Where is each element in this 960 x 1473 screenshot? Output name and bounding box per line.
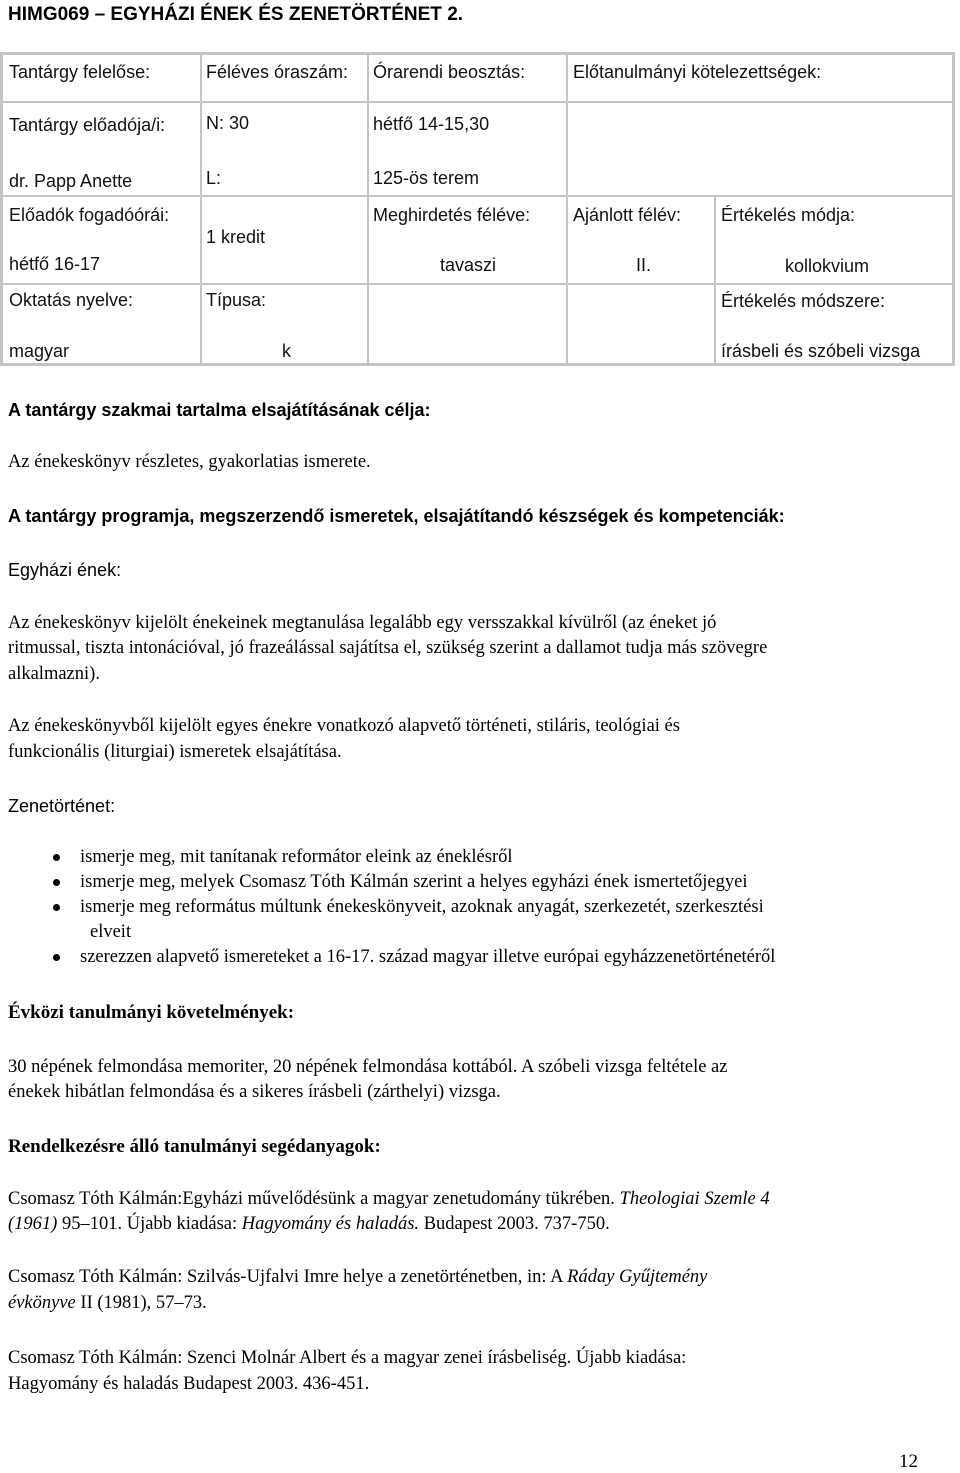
orarendi-label: Órarendi beosztás: bbox=[373, 62, 526, 82]
felelos-label: Tantárgy felelőse: bbox=[9, 62, 151, 82]
cel-text: Az énekeskönyv részletes, gyakorlatias ismerete. bbox=[8, 452, 371, 472]
egyhazi-label: Egyházi ének: bbox=[8, 560, 122, 580]
ertekeles-modja-label: Értékelés módja: bbox=[721, 205, 856, 225]
eloado-name: dr. Papp Anette bbox=[9, 171, 133, 191]
reference-2-line2: évkönyve II (1981), 57–73. bbox=[8, 1293, 207, 1313]
zenetortenet-list bbox=[38, 845, 775, 970]
cel-heading: A tantárgy szakmai tartalma elsajátításának célja: bbox=[8, 400, 431, 420]
modszer-value: írásbeli és szóbeli vizsga bbox=[721, 341, 921, 361]
program-p1-line2: ritmussal, tiszta intonációval, jó frazeálással sajátítsa el, szükség szerint a dallamot tudja más szövegre bbox=[8, 638, 768, 658]
kredit-value: 1 kredit bbox=[206, 227, 266, 247]
ajanlott-value: II. bbox=[636, 255, 652, 275]
eloadoja-label: Tantárgy előadója/i: bbox=[9, 115, 166, 135]
meghirdetes-value: tavaszi bbox=[440, 255, 497, 275]
reference-1-line1: Csomasz Tóth Kálmán:Egyházi művelődésünk a magyar zenetudomány tükrében. Theologiai Szemle 4 bbox=[8, 1189, 770, 1209]
fogadoora-value: hétfő 16-17 bbox=[9, 254, 101, 274]
bullet-icon bbox=[53, 954, 60, 961]
reference-2-line1: Csomasz Tóth Kálmán: Szilvás-Ujfalvi Imre helye a zenetörténetben, in: A Ráday Gyűjtemény bbox=[8, 1267, 708, 1287]
reference-3-line2: Hagyomány és haladás Budapest 2003. 436-451. bbox=[8, 1374, 370, 1394]
program-p1-line3: alkalmazni). bbox=[8, 664, 100, 684]
tipus-value: k bbox=[282, 341, 291, 361]
nyelv-value: magyar bbox=[9, 341, 70, 361]
page-number: 12 bbox=[899, 1451, 918, 1472]
fogadoorai-label: Előadók fogadóórái: bbox=[9, 205, 170, 225]
list-item: ismerje meg, mit tanítanak reformátor eleink az éneklésről bbox=[38, 845, 775, 870]
idopont-value: hétfő 14-15,30 bbox=[373, 114, 490, 134]
modszer-label: Értékelés módszere: bbox=[721, 291, 886, 311]
meghirdetes-label: Meghirdetés féléve: bbox=[373, 205, 531, 225]
cell-blank-a bbox=[368, 284, 567, 364]
evkozi-heading: Évközi tanulmányi követelmények: bbox=[8, 1002, 295, 1023]
ertekeles-modja-value: kollokvium bbox=[785, 256, 870, 276]
program-p2-line2: funkcionális (liturgiai) ismeretek elsajátítása. bbox=[8, 742, 342, 762]
reference-3-line1: Csomasz Tóth Kálmán: Szenci Molnár Albert és a magyar zenei írásbeliség. Újabb kiadása: bbox=[8, 1348, 687, 1368]
list-item: szerezzen alapvető ismereteket a 16-17. század magyar illetve európai egyházzenetörténetéről bbox=[38, 945, 775, 970]
bullet-icon bbox=[53, 854, 60, 861]
n-value: N: 30 bbox=[206, 113, 250, 133]
zene-label: Zenetörténet: bbox=[8, 796, 116, 816]
nyelv-label: Oktatás nyelve: bbox=[9, 290, 134, 310]
ajanlott-label: Ajánlott félév: bbox=[573, 205, 682, 225]
list-item: ismerje meg, melyek Csomasz Tóth Kálmán szerint a helyes egyházi ének ismertetőjegyei bbox=[38, 870, 775, 895]
bullet-icon bbox=[53, 904, 60, 911]
list-item-continuation: elveit bbox=[90, 922, 132, 942]
reference-1-line2: (1961) 95–101. Újabb kiadása: Hagyomány és haladás. Budapest 2003. 737-750. bbox=[8, 1214, 610, 1234]
cell-blank-b bbox=[567, 284, 715, 364]
segedanyag-heading: Rendelkezésre álló tanulmányi segédanyagok: bbox=[8, 1136, 381, 1157]
program-heading: A tantárgy programja, megszerzendő ismeretek, elsajátítandó készségek és kompetenciák: bbox=[8, 506, 785, 526]
course-info-table bbox=[0, 52, 955, 366]
list-item: ismerje meg református múltunk énekeskönyveit, azoknak anyagát, szerkezetét, szerkesztési elveit bbox=[38, 895, 775, 945]
tipus-label: Típusa: bbox=[206, 290, 267, 310]
evkozi-line1: 30 népének felmondása memoriter, 20 népének felmondása kottából. A szóbeli vizsga feltétele az bbox=[8, 1057, 728, 1077]
program-p1-line1: Az énekeskönyv kijelölt énekeinek megtanulása legalább egy versszakkal kívülről (az éneket jó bbox=[8, 613, 717, 633]
cell-blank-right bbox=[567, 102, 953, 196]
document-title: HIMG069 – EGYHÁZI ÉNEK ÉS ZENETÖRTÉNET 2. bbox=[8, 4, 464, 25]
elotanulmanyi-label: Előtanulmányi kötelezettségek: bbox=[573, 62, 822, 82]
oraszam-label: Féléves óraszám: bbox=[206, 62, 349, 82]
l-value: L: bbox=[206, 168, 222, 188]
evkozi-line2: énekek hibátlan felmondása és a sikeres írásbeli (zárthelyi) vizsga. bbox=[8, 1082, 501, 1102]
terem-value: 125-ös terem bbox=[373, 168, 480, 188]
bullet-icon bbox=[53, 879, 60, 886]
program-p2-line1: Az énekeskönyvből kijelölt egyes énekre vonatkozó alapvető történeti, stiláris, teológiai és bbox=[8, 716, 680, 736]
